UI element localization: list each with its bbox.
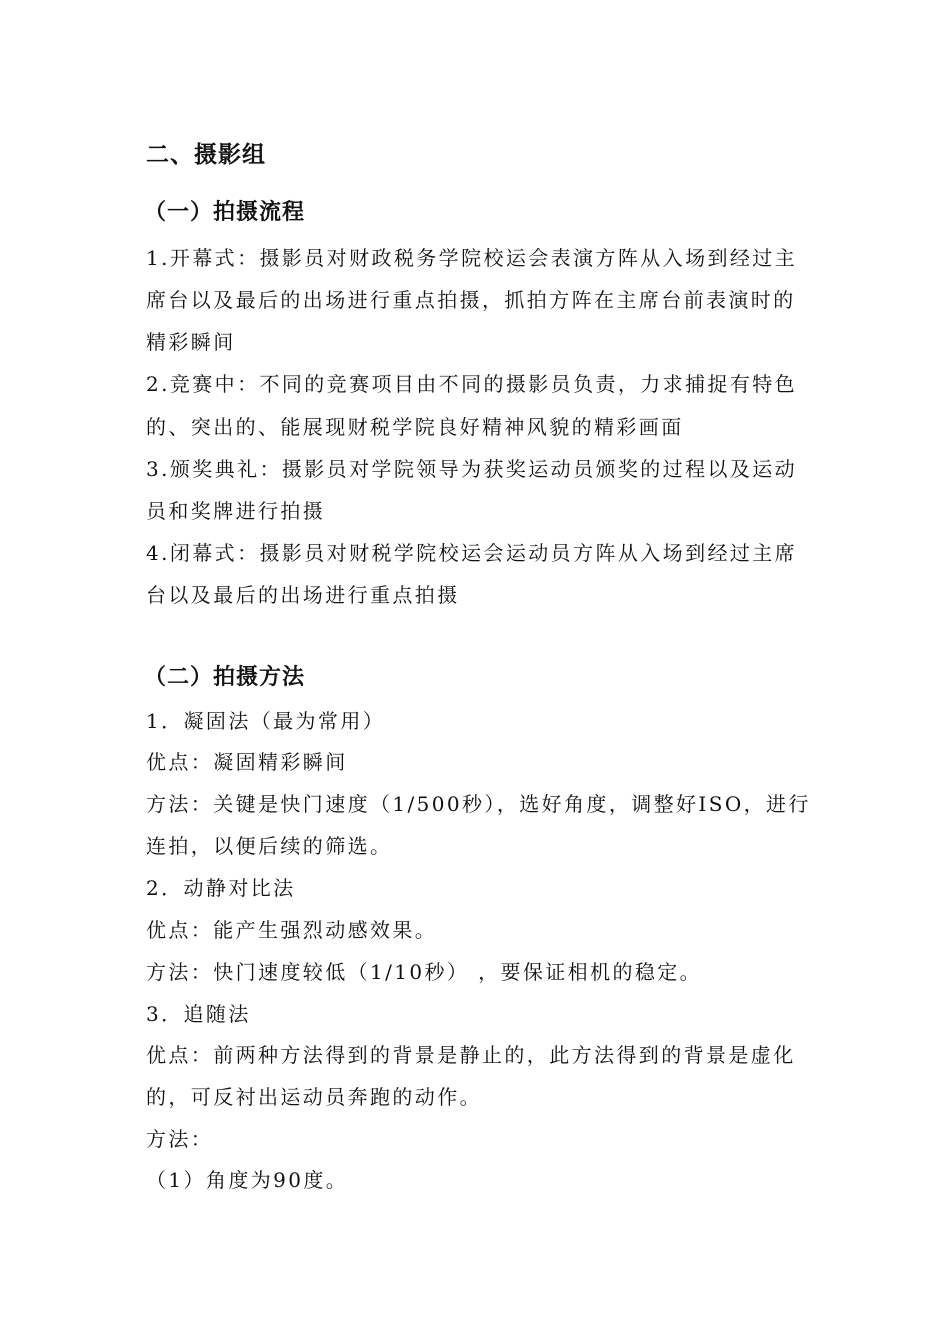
paragraph-line: 1．凝固法（最为常用）	[146, 709, 386, 733]
paragraph-line: 连拍，以便后续的筛选。	[146, 834, 393, 858]
paragraph-line: 3.颁奖典礼：摄影员对学院领导为获奖运动员颁奖的过程以及运动	[146, 457, 798, 481]
heading-shooting-process: （一）拍摄流程	[144, 200, 306, 225]
heading-shooting-methods: （二）拍摄方法	[144, 665, 306, 690]
section-title: 二、摄影组	[146, 142, 266, 168]
paragraph-line: 3．追随法	[146, 1002, 251, 1026]
paragraph-line: 员和奖牌进行拍摄	[146, 499, 326, 523]
paragraph-line: 2．动静对比法	[146, 876, 296, 900]
paragraph-line: 4.闭幕式：摄影员对财税学院校运会运动员方阵从入场到经过主席	[146, 541, 798, 565]
paragraph-line: 精彩瞬间	[146, 330, 236, 354]
paragraph-line: 的，可反衬出运动员奔跑的动作。	[146, 1085, 482, 1109]
paragraph-line: （1）角度为90度。	[146, 1168, 349, 1192]
paragraph-line: 的、突出的、能展现财税学院良好精神风貌的精彩画面	[146, 415, 684, 439]
paragraph-line: 方法：	[146, 1127, 214, 1151]
paragraph-line: 方法：快门速度较低（1/10秒） ，要保证相机的稳定。	[146, 960, 703, 984]
paragraph-line: 1.开幕式：摄影员对财政税务学院校运会表演方阵从入场到经过主	[146, 246, 798, 270]
paragraph-line: 优点：能产生强烈动感效果。	[146, 918, 438, 942]
paragraph-line: 2.竞赛中：不同的竞赛项目由不同的摄影员负责，力求捕捉有特色	[146, 372, 798, 396]
paragraph-line: 台以及最后的出场进行重点拍摄	[146, 583, 460, 607]
paragraph-line: 席台以及最后的出场进行重点拍摄，抓拍方阵在主席台前表演时的	[146, 288, 796, 312]
paragraph-line: 优点：前两种方法得到的背景是静止的，此方法得到的背景是虚化	[146, 1043, 796, 1067]
paragraph-line: 方法：关键是快门速度（1/500秒），选好角度，调整好ISO，进行	[146, 792, 811, 816]
paragraph-line: 优点：凝固精彩瞬间	[146, 750, 348, 774]
